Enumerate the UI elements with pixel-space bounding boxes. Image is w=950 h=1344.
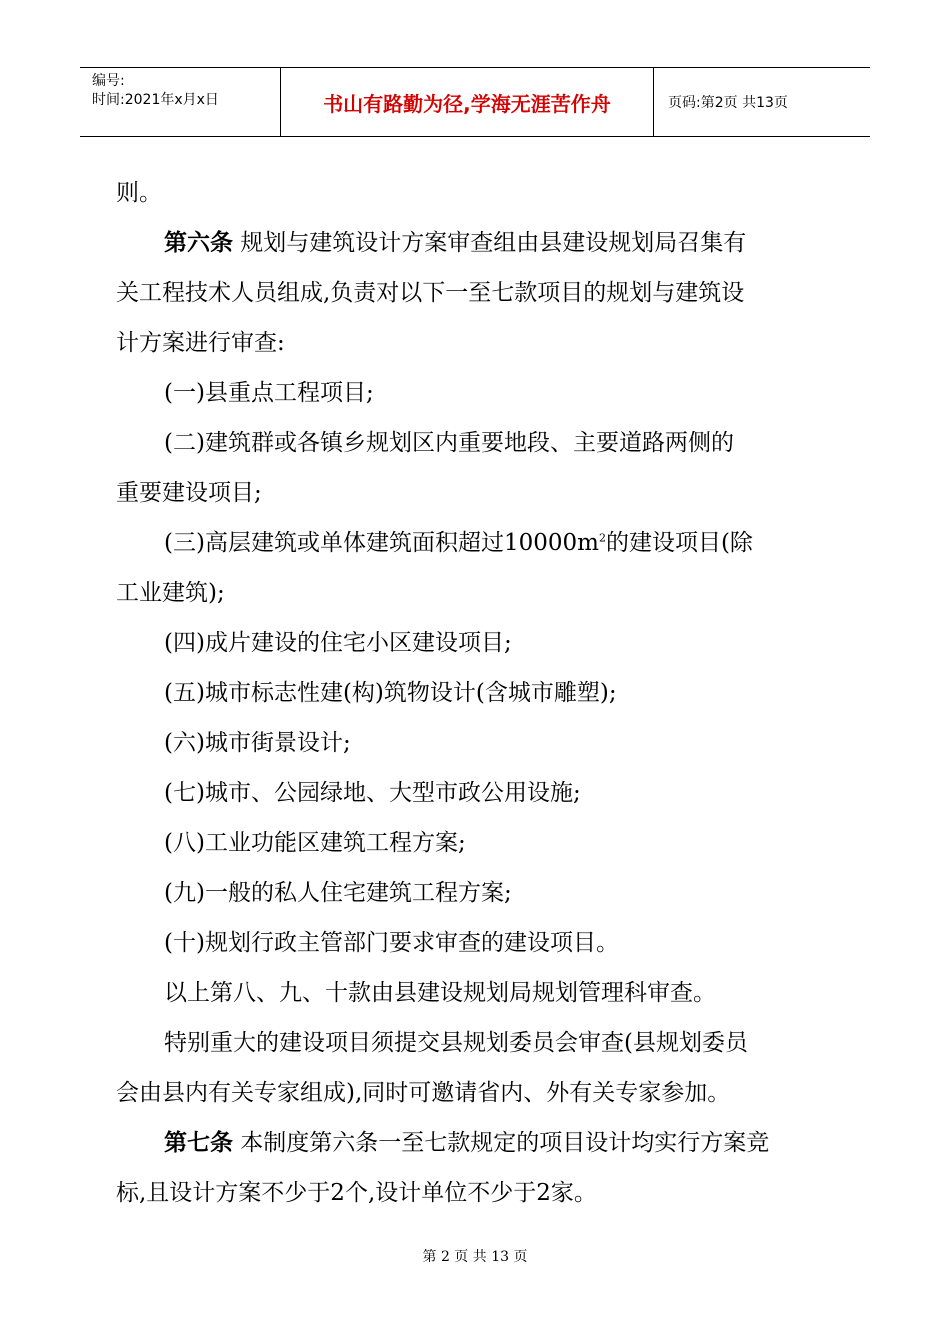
paragraph: 特别重大的建设项目须提交县规划委员会审查(县规划委员 <box>164 1030 748 1056</box>
article-6-heading: 第六条 <box>164 230 233 256</box>
text-line: 则。 <box>116 180 162 206</box>
header-meta <box>80 68 280 136</box>
list-item: (一)县重点工程项目; <box>164 380 374 406</box>
list-item: (七)城市、公园绿地、大型市政公用设施; <box>164 780 581 806</box>
list-item <box>116 518 836 568</box>
article-7-text: 本制度第六条一至七款规定的项目设计均实行方案竞 <box>233 1130 770 1156</box>
text-line: 计方案进行审查: <box>116 330 285 356</box>
text-line: 重要建设项目; <box>116 480 262 506</box>
article-7-line <box>116 1118 836 1168</box>
text-line: 标,且设计方案不少于2个,设计单位不少于2家。 <box>116 1180 597 1206</box>
document-body <box>116 168 836 1218</box>
header-motto: 书山有路勤为径,学海无涯苦作舟 <box>280 68 654 136</box>
list-item: (九)一般的私人住宅建筑工程方案; <box>164 880 512 906</box>
list-item: (十)规划行政主管部门要求审查的建设项目。 <box>164 930 619 956</box>
list-item: (二)建筑群或各镇乡规划区内重要地段、主要道路两侧的 <box>164 430 734 456</box>
list-item: (八)工业功能区建筑工程方案; <box>164 830 466 856</box>
superscript: 2 <box>598 531 606 545</box>
article-7-heading: 第七条 <box>164 1130 233 1156</box>
article-6-text: 规划与建筑设计方案审查组由县建设规划局召集有 <box>233 230 747 256</box>
header-page-code: 页码:第2页 共13页 <box>668 95 788 111</box>
article-6-line <box>116 218 836 268</box>
page-footer: 第 2 页 共 13 页 <box>422 1249 528 1265</box>
list-item: (四)成片建设的住宅小区建设项目; <box>164 630 512 656</box>
item-3-text-b: 的建设项目(除 <box>605 530 753 556</box>
text-line: 关工程技术人员组成,负责对以下一至七款项目的规划与建筑设 <box>116 280 745 306</box>
list-item: (六)城市街景设计; <box>164 730 351 756</box>
text-line: 会由县内有关专家组成),同时可邀请省内、外有关专家参加。 <box>116 1080 731 1106</box>
time-label: 时间:2021年x月x日 <box>92 92 219 108</box>
paragraph: 以上第八、九、十款由县建设规划局规划管理科审查。 <box>164 980 716 1006</box>
number-label: 编号: <box>92 73 125 89</box>
text-line: 工业建筑); <box>116 580 225 606</box>
page-header <box>80 67 870 137</box>
item-3-text-a: (三)高层建筑或单体建筑面积超过10000m <box>164 530 599 556</box>
list-item: (五)城市标志性建(构)筑物设计(含城市雕塑); <box>164 680 617 706</box>
